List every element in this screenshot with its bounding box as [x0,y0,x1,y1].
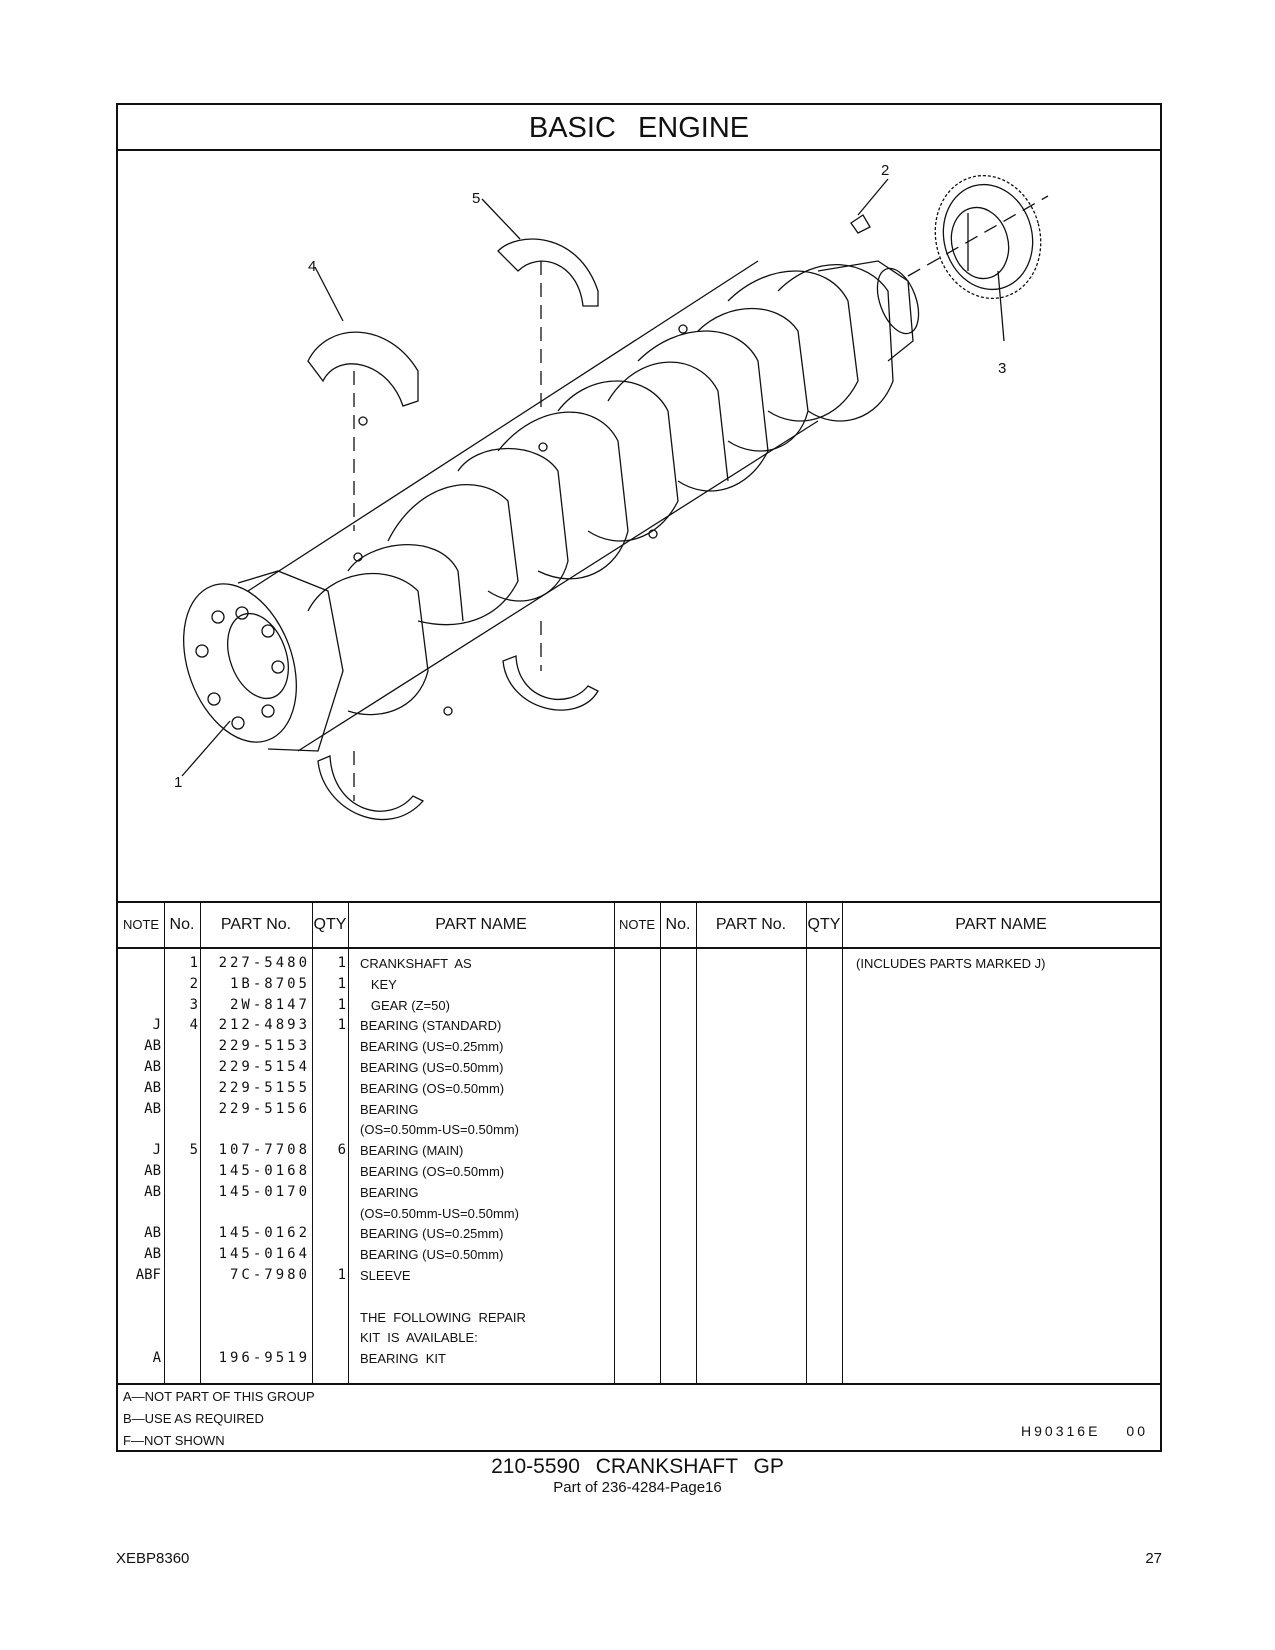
bearing-5-lower [503,656,598,710]
bearing-5-upper [498,239,598,306]
header-part-name: PART NAME [435,916,527,933]
header-part-no-right: PART No. [715,916,787,933]
row-no: 1 [189,955,198,971]
row-part-name: GEAR (Z=50) [360,997,450,1013]
row-note: AB [144,1079,161,1096]
table-row [118,1203,1160,1224]
crankshaft-drawing [163,261,926,758]
row-part-no: 212-4893 [218,1017,310,1034]
row-qty: 1 [337,1017,346,1034]
parts-page-frame [116,103,1162,1452]
header-no: No. [169,916,195,933]
key-drawing [851,215,870,233]
section-title: BASIC ENGINE [118,105,1160,151]
group-title: 210-5590 CRANKSHAFT GP [491,1455,784,1478]
header-part-name-right: PART NAME [955,916,1047,933]
row-part-name: BEARING (US=0.25mm) [360,1226,504,1242]
row-part-name: THE FOLLOWING REPAIR [360,1309,526,1325]
table-row [118,1286,1160,1307]
drawing-rev: 00 [1126,1423,1148,1439]
bearing-4-upper [308,332,418,406]
callout-2: 2 [881,162,890,179]
row-part-no: 107-7708 [218,1142,310,1159]
notes-block [118,1385,1160,1451]
row-no: 4 [189,1017,198,1034]
row-part-name: BEARING (US=0.50mm) [360,1060,504,1075]
table-row [118,1119,1160,1140]
note-a: A—NOT PART OF THIS GROUP [123,1389,315,1404]
table-row [118,974,1160,995]
row-note: AB [144,1038,161,1055]
row-part-name: BEARING (MAIN) [360,1143,464,1159]
table-row [118,1348,1160,1369]
drawing-ref-code: H90316E [1021,1423,1101,1439]
callout-3: 3 [998,360,1007,377]
row-part-name: BEARING KIT [360,1351,446,1367]
row-note: AB [144,1100,161,1117]
row-part-no: 145-0164 [218,1246,310,1263]
row-note: AB [144,1059,161,1075]
table-row [118,1099,1160,1120]
row-part-name: KIT IS AVAILABLE: [360,1330,478,1346]
right-column-note: (INCLUDES PARTS MARKED J) [856,956,1046,971]
drawing-reference [1021,1423,1148,1439]
table-row [118,1057,1160,1078]
table-row [118,1307,1160,1328]
row-part-no: 229-5153 [218,1038,310,1055]
row-no: 3 [189,996,198,1013]
callout-5: 5 [472,190,481,207]
header-note-right: NOTE [618,917,656,932]
table-row [118,1223,1160,1244]
row-part-no: 7C-7980 [229,1267,310,1283]
row-part-name: CRANKSHAFT AS [360,956,472,971]
row-part-no: 145-0170 [218,1183,310,1200]
row-part-no: 196-9519 [218,1350,310,1367]
header-no-right: No. [665,916,691,933]
row-part-name: KEY [360,976,397,992]
table-row [118,1078,1160,1099]
table-row [118,995,1160,1016]
bearing-4-lower [318,756,423,820]
doc-code: XEBP8360 [116,1550,190,1567]
row-part-name: BEARING (OS=0.50mm) [360,1164,505,1179]
row-note: AB [144,1163,161,1179]
row-note: AB [144,1225,161,1242]
row-part-name: (OS=0.50mm-US=0.50mm) [360,1205,519,1221]
table-row [118,1182,1160,1203]
header-note: NOTE [122,917,160,932]
callout-1: 1 [174,774,183,791]
row-note: AB [144,1246,161,1263]
table-row [118,1161,1160,1182]
header-qty-right: QTY [807,916,841,933]
row-part-no: 1B-8705 [229,975,310,992]
row-part-no: 2W-8147 [229,996,310,1013]
table-row [118,1140,1160,1161]
row-qty: 1 [337,975,346,992]
row-note: AB [144,1183,161,1200]
gear-drawing [922,164,1055,311]
row-part-no: 145-0162 [218,1225,310,1242]
row-part-no: 145-0168 [218,1163,310,1179]
row-no: 5 [189,1142,198,1159]
row-part-name: SLEEVE [360,1268,411,1283]
crankshaft-illustration [118,151,1160,901]
row-part-name: BEARING (US=0.25mm) [360,1039,504,1055]
row-part-name: BEARING [360,1101,419,1117]
row-part-name: BEARING (STANDARD) [360,1018,502,1034]
callout-4: 4 [308,258,317,275]
note-f: F—NOT SHOWN [123,1433,225,1448]
row-part-no: 229-5156 [218,1100,310,1117]
note-b: B—USE AS REQUIRED [123,1411,264,1426]
table-row [118,1015,1160,1036]
row-qty: 1 [337,996,346,1013]
table-row [118,1327,1160,1348]
row-note: ABF [135,1267,161,1283]
row-part-no: 229-5154 [218,1059,310,1075]
table-row [118,1265,1160,1286]
row-qty: 6 [337,1142,346,1159]
row-note: J [152,1017,161,1034]
row-note: A [152,1350,161,1367]
table-row [118,1036,1160,1057]
row-qty: 1 [337,1267,346,1283]
header-part-no: PART No. [220,916,292,933]
row-part-name: BEARING [360,1184,419,1200]
row-no: 2 [189,975,198,992]
page-number: 27 [1145,1550,1162,1567]
header-qty: QTY [313,916,347,933]
row-part-no: 227-5480 [218,955,310,971]
row-part-name: (OS=0.50mm-US=0.50mm) [360,1122,519,1138]
row-part-name: BEARING (OS=0.50mm) [360,1080,505,1096]
row-part-no: 229-5155 [218,1079,310,1096]
row-note: J [152,1142,161,1159]
parts-table [118,901,1160,1385]
row-part-name: BEARING (US=0.50mm) [360,1247,504,1263]
row-qty: 1 [337,955,346,971]
group-subtitle: Part of 236-4284-Page16 [553,1479,722,1496]
table-row [118,1244,1160,1265]
